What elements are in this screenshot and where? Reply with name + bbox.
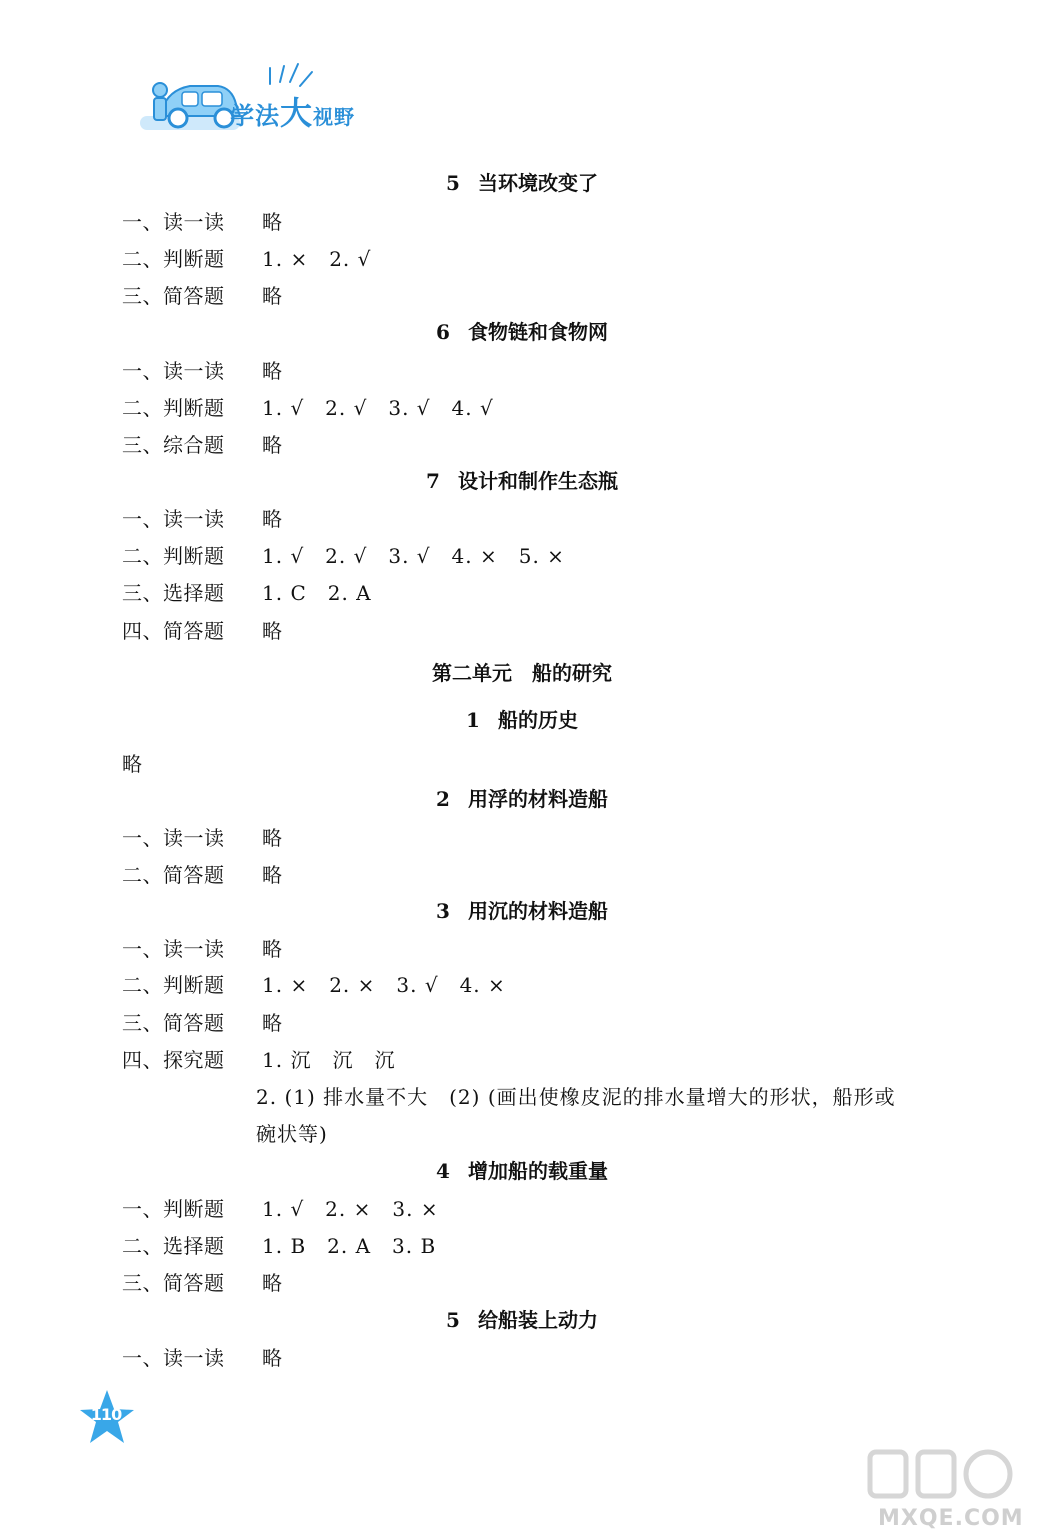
question-label: 二、判断题 <box>122 544 225 568</box>
answer-row <box>122 358 283 384</box>
section-title: 第二单元 船的研究 <box>432 661 612 685</box>
question-label: 一、读一读 <box>122 826 225 850</box>
answer-row <box>122 209 283 235</box>
answer-text: 1. √ 2. √ 3. √ 4. × 5. × <box>262 544 565 568</box>
section-title: 用浮的材料造船 <box>467 787 608 811</box>
answer-text: 1. × 2. √ <box>262 247 372 271</box>
page-number: 110 <box>90 1405 122 1424</box>
question-label: 三、选择题 <box>122 581 225 605</box>
answer-continuation: 碗状等) <box>256 1122 328 1146</box>
answer-text: 1. 沉 沉 沉 <box>262 1048 396 1072</box>
answer-text: 1. C 2. A <box>262 581 372 605</box>
section-title: 设计和制作生态瓶 <box>457 469 618 493</box>
question-label: 二、选择题 <box>122 1234 225 1258</box>
answer-text: 略 <box>262 433 283 457</box>
answer-text: 略 <box>262 1271 283 1295</box>
watermark-text: MXQE.COM <box>878 1506 1024 1531</box>
answer-row <box>122 432 283 458</box>
answer-text: 略 <box>262 507 283 531</box>
answer-row <box>122 1270 283 1296</box>
answer-text: 略 <box>262 1011 283 1035</box>
answer-row <box>122 246 371 272</box>
answer-text: 1. B 2. A 3. B <box>262 1234 437 1258</box>
question-label: 三、综合题 <box>122 433 225 457</box>
section-title: 给船装上动力 <box>477 1308 598 1332</box>
logo-text-2: 大 <box>280 94 314 132</box>
logo-text-1: 学法 <box>230 102 280 130</box>
answer-continuation: 2. (1) 排水量不大 (2) (画出使橡皮泥的排水量增大的形状，船形或 <box>256 1085 896 1109</box>
section-number: 7 <box>426 469 440 493</box>
answer-text: 1. × 2. × 3. √ 4. × <box>262 973 506 997</box>
section-title: 用沉的材料造船 <box>467 899 608 923</box>
question-label: 三、简答题 <box>122 1271 225 1295</box>
section-heading <box>0 660 1044 686</box>
answer-text: 略 <box>262 210 283 234</box>
answer-row <box>122 395 494 421</box>
section-title: 当环境改变了 <box>477 171 598 195</box>
answer-text: 略 <box>262 284 283 308</box>
question-label: 二、判断题 <box>122 247 225 271</box>
section-title: 船的历史 <box>497 708 578 732</box>
answer-row <box>122 751 262 777</box>
section-title: 食物链和食物网 <box>467 320 608 344</box>
question-label: 二、判断题 <box>122 973 225 997</box>
answer-row <box>122 862 283 888</box>
answer-row <box>122 936 283 962</box>
question-label: 四、简答题 <box>122 619 225 643</box>
answer-row <box>122 580 372 606</box>
question-label: 一、读一读 <box>122 210 225 234</box>
question-label: 一、读一读 <box>122 937 225 961</box>
question-label: 一、判断题 <box>122 1197 225 1221</box>
question-label: 三、简答题 <box>122 1011 225 1035</box>
section-number: 3 <box>436 899 450 923</box>
answer-row <box>122 283 283 309</box>
section-number: 5 <box>446 1308 460 1332</box>
section-heading <box>0 1158 1044 1184</box>
section-number: 5 <box>446 171 460 195</box>
question-label: 略 <box>122 752 143 776</box>
answer-row <box>122 972 506 998</box>
section-heading <box>0 468 1044 494</box>
answer-text: 略 <box>262 619 283 643</box>
answer-text: 1. √ 2. × 3. × <box>262 1197 439 1221</box>
answer-row <box>122 1047 395 1073</box>
answer-text: 1. √ 2. √ 3. √ 4. √ <box>262 396 494 420</box>
section-number: 6 <box>436 320 450 344</box>
answer-text: 略 <box>262 937 283 961</box>
question-label: 二、判断题 <box>122 396 225 420</box>
section-heading <box>0 170 1044 196</box>
section-title: 增加船的载重量 <box>467 1159 608 1183</box>
answer-text: 略 <box>262 826 283 850</box>
question-label: 一、读一读 <box>122 359 225 383</box>
question-label: 一、读一读 <box>122 1346 225 1370</box>
section-heading <box>0 707 1044 733</box>
section-number: 2 <box>436 787 450 811</box>
answer-row <box>122 1010 283 1036</box>
question-label: 一、读一读 <box>122 507 225 531</box>
answer-text: 略 <box>262 863 283 887</box>
section-heading <box>0 1307 1044 1333</box>
answer-row <box>122 1233 436 1259</box>
logo-text-3: 视野 <box>313 105 356 129</box>
section-heading <box>0 786 1044 812</box>
question-label: 三、简答题 <box>122 284 225 308</box>
answer-row <box>122 1345 283 1371</box>
section-number: 1 <box>466 708 480 732</box>
section-heading <box>0 319 1044 345</box>
answer-text: 略 <box>262 1346 283 1370</box>
answer-row <box>122 618 283 644</box>
answer-row <box>122 506 283 532</box>
answer-row <box>122 543 565 569</box>
question-label: 二、简答题 <box>122 863 225 887</box>
answer-text: 略 <box>262 359 283 383</box>
section-heading <box>0 898 1044 924</box>
section-number: 4 <box>436 1159 450 1183</box>
answer-row <box>122 825 283 851</box>
question-label: 四、探究题 <box>122 1048 225 1072</box>
answer-row <box>122 1196 439 1222</box>
